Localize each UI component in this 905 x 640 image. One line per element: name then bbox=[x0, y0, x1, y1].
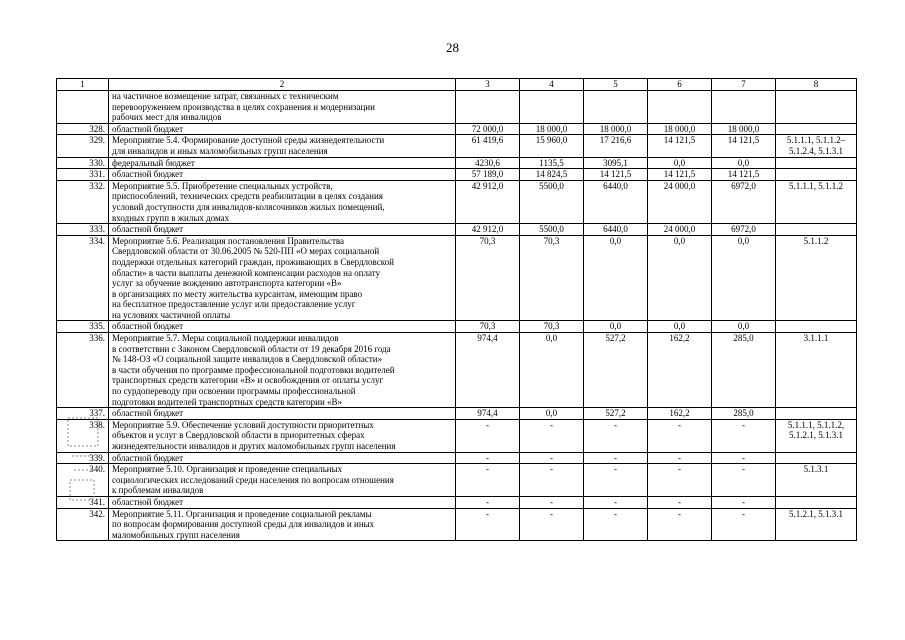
value-cell-col7: 18 000,0 bbox=[712, 123, 776, 135]
row-description-cell: на частичное возмещение затрат, связанных с техническим перевооружением производства в целях сохранения и модернизации рабочих мест для инвалидов bbox=[109, 91, 456, 124]
value-cell-col4: 70,3 bbox=[520, 321, 584, 333]
row-description-cell: Мероприятие 5.7. Меры социальной поддержки инвалидов в соответствии с Законом Свердловской области от 19 декабря 2016 года № 148-ОЗ «О социальной защите инвалидов в Свердловской области» в части обучения по программе профессиональной подготовки водителей транспортных средств категории «В» и освобождения от оплаты услуг по сурдопереводу при освоении программы профессиональной подготовки водителей транспортных средств категории «В» bbox=[109, 333, 456, 408]
target-indicator-cell: 5.1.1.1, 5.1.1.2, 5.1.2.1, 5.1.3.1 bbox=[776, 419, 857, 452]
table-row bbox=[57, 333, 857, 408]
row-description-cell: областной бюджет bbox=[109, 224, 456, 236]
table-row bbox=[57, 180, 857, 223]
value-cell-col7: - bbox=[712, 419, 776, 452]
value-cell-col5: - bbox=[584, 508, 648, 541]
value-cell-col6: - bbox=[648, 464, 712, 497]
value-cell-col3: 70,3 bbox=[456, 235, 520, 321]
value-cell-col4: 5500,0 bbox=[520, 180, 584, 223]
table-row bbox=[57, 408, 857, 420]
row-number-cell: 333. bbox=[57, 224, 109, 236]
value-cell-col6: - bbox=[648, 508, 712, 541]
value-cell-col4: 0,0 bbox=[520, 408, 584, 420]
value-cell-col3: 72 000,0 bbox=[456, 123, 520, 135]
value-cell-col6 bbox=[648, 91, 712, 124]
table-row bbox=[57, 123, 857, 135]
value-cell-col7: - bbox=[712, 496, 776, 508]
target-indicator-cell bbox=[776, 408, 857, 420]
row-number-cell: 329. bbox=[57, 135, 109, 157]
value-cell-col3: - bbox=[456, 496, 520, 508]
budget-table bbox=[56, 78, 857, 541]
value-cell-col5: 527,2 bbox=[584, 333, 648, 408]
value-cell-col4: 0,0 bbox=[520, 333, 584, 408]
table-row bbox=[57, 419, 857, 452]
value-cell-col3: 974,4 bbox=[456, 333, 520, 408]
row-number-cell: 336. bbox=[57, 333, 109, 408]
row-number-cell: 335. bbox=[57, 321, 109, 333]
value-cell-col5: 0,0 bbox=[584, 235, 648, 321]
value-cell-col5: - bbox=[584, 464, 648, 497]
table-row bbox=[57, 464, 857, 497]
row-number-cell: 331. bbox=[57, 169, 109, 181]
value-cell-col6: 162,2 bbox=[648, 408, 712, 420]
row-description-cell: Мероприятие 5.11. Организация и проведение социальной рекламы по вопросам формирования доступной среды для инвалидов и иных маломобильных групп населения bbox=[109, 508, 456, 541]
row-number-cell: 332. bbox=[57, 180, 109, 223]
table-row bbox=[57, 157, 857, 169]
value-cell-col3: 70,3 bbox=[456, 321, 520, 333]
table-row bbox=[57, 135, 857, 157]
value-cell-col7: 0,0 bbox=[712, 321, 776, 333]
value-cell-col3 bbox=[456, 91, 520, 124]
row-number-cell: 340. bbox=[57, 464, 109, 497]
header-cell: 7 bbox=[712, 79, 776, 91]
value-cell-col7: 285,0 bbox=[712, 408, 776, 420]
value-cell-col5: 3095,1 bbox=[584, 157, 648, 169]
value-cell-col7: 6972,0 bbox=[712, 224, 776, 236]
value-cell-col7: 6972,0 bbox=[712, 180, 776, 223]
table-row bbox=[57, 496, 857, 508]
value-cell-col7: 14 121,5 bbox=[712, 169, 776, 181]
value-cell-col4: 18 000,0 bbox=[520, 123, 584, 135]
row-number-cell: 328. bbox=[57, 123, 109, 135]
value-cell-col4: 70,3 bbox=[520, 235, 584, 321]
value-cell-col5 bbox=[584, 91, 648, 124]
value-cell-col5: 14 121,5 bbox=[584, 169, 648, 181]
value-cell-col4: - bbox=[520, 508, 584, 541]
target-indicator-cell: 5.1.1.2 bbox=[776, 235, 857, 321]
value-cell-col6: - bbox=[648, 496, 712, 508]
value-cell-col7: - bbox=[712, 452, 776, 464]
value-cell-col5: - bbox=[584, 452, 648, 464]
value-cell-col3: 57 189,0 bbox=[456, 169, 520, 181]
header-cell: 1 bbox=[57, 79, 109, 91]
table-row bbox=[57, 508, 857, 541]
row-description-cell: областной бюджет bbox=[109, 452, 456, 464]
value-cell-col4: - bbox=[520, 464, 584, 497]
header-cell: 8 bbox=[776, 79, 857, 91]
row-description-cell: областной бюджет bbox=[109, 123, 456, 135]
target-indicator-cell: 3.1.1.1 bbox=[776, 333, 857, 408]
table-row bbox=[57, 235, 857, 321]
value-cell-col4 bbox=[520, 91, 584, 124]
value-cell-col4: 5500,0 bbox=[520, 224, 584, 236]
value-cell-col3: 974,4 bbox=[456, 408, 520, 420]
value-cell-col6: 18 000,0 bbox=[648, 123, 712, 135]
value-cell-col4: 14 824,5 bbox=[520, 169, 584, 181]
row-description-cell: Мероприятие 5.5. Приобретение специальных устройств, приспособлений, технических средств реабилитации в целях создания условий доступности для инвалидов-колясочников жилых помещений, входных групп в жилых домах bbox=[109, 180, 456, 223]
value-cell-col7: - bbox=[712, 508, 776, 541]
value-cell-col3: 61 419,6 bbox=[456, 135, 520, 157]
value-cell-col6: 162,2 bbox=[648, 333, 712, 408]
table-row bbox=[57, 169, 857, 181]
value-cell-col4: 1135,5 bbox=[520, 157, 584, 169]
value-cell-col6: - bbox=[648, 419, 712, 452]
value-cell-col7: 14 121,5 bbox=[712, 135, 776, 157]
header-cell: 6 bbox=[648, 79, 712, 91]
table-row bbox=[57, 452, 857, 464]
row-number-cell: 334. bbox=[57, 235, 109, 321]
value-cell-col5: 527,2 bbox=[584, 408, 648, 420]
header-cell: 2 bbox=[109, 79, 456, 91]
value-cell-col3: 42 912,0 bbox=[456, 224, 520, 236]
target-indicator-cell: 5.1.2.1, 5.1.3.1 bbox=[776, 508, 857, 541]
value-cell-col5: - bbox=[584, 496, 648, 508]
header-cell: 5 bbox=[584, 79, 648, 91]
value-cell-col5: 0,0 bbox=[584, 321, 648, 333]
row-description-cell: областной бюджет bbox=[109, 169, 456, 181]
value-cell-col3: - bbox=[456, 508, 520, 541]
target-indicator-cell: 5.1.1.1, 5.1.1.2 bbox=[776, 180, 857, 223]
row-description-cell: областной бюджет bbox=[109, 496, 456, 508]
value-cell-col3: - bbox=[456, 452, 520, 464]
row-number-cell: 341. bbox=[57, 496, 109, 508]
value-cell-col5: 6440,0 bbox=[584, 224, 648, 236]
value-cell-col6: 14 121,5 bbox=[648, 135, 712, 157]
value-cell-col5: 17 216,6 bbox=[584, 135, 648, 157]
header-row bbox=[57, 79, 857, 91]
target-indicator-cell bbox=[776, 169, 857, 181]
row-number-cell: 330. bbox=[57, 157, 109, 169]
value-cell-col4: 15 960,0 bbox=[520, 135, 584, 157]
page-number: 28 bbox=[446, 40, 459, 55]
table-row bbox=[57, 224, 857, 236]
row-description-cell: Мероприятие 5.6. Реализация постановления Правительства Свердловской области от 30.06.2005 № 520-ПП «О мерах социальной поддержки отдельных категорий граждан, проживающих в Свердловской области» в части выплаты денежной компенсации расходов на оплату услуг за обучение вождению автотранспорта категории «В» в организациях по месту жительства курсантам, имеющим право на бесплатное предоставление услуг или предоставление услуг на условиях частичной оплаты bbox=[109, 235, 456, 321]
value-cell-col5: 6440,0 bbox=[584, 180, 648, 223]
value-cell-col6: 0,0 bbox=[648, 157, 712, 169]
row-description-cell: Мероприятие 5.10. Организация и проведение специальных социологических исследований среди населения по вопросам отношения к проблемам инвалидов bbox=[109, 464, 456, 497]
table-row bbox=[57, 321, 857, 333]
table-row bbox=[57, 91, 857, 124]
row-number-cell bbox=[57, 91, 109, 124]
row-number-cell: 337. bbox=[57, 408, 109, 420]
header-cell: 4 bbox=[520, 79, 584, 91]
value-cell-col3: - bbox=[456, 464, 520, 497]
value-cell-col4: - bbox=[520, 419, 584, 452]
target-indicator-cell bbox=[776, 224, 857, 236]
row-description-cell: Мероприятие 5.9. Обеспечение условий доступности приоритетных объектов и услуг в Свердловской области в приоритетных сферах жизнедеятельности инвалидов и других маломобильных групп населения bbox=[109, 419, 456, 452]
row-number-cell: 339. bbox=[57, 452, 109, 464]
target-indicator-cell bbox=[776, 321, 857, 333]
value-cell-col6: 0,0 bbox=[648, 235, 712, 321]
value-cell-col6: 0,0 bbox=[648, 321, 712, 333]
value-cell-col5: 18 000,0 bbox=[584, 123, 648, 135]
value-cell-col3: 42 912,0 bbox=[456, 180, 520, 223]
row-description-cell: областной бюджет bbox=[109, 321, 456, 333]
value-cell-col7: 0,0 bbox=[712, 235, 776, 321]
row-description-cell: федеральный бюджет bbox=[109, 157, 456, 169]
value-cell-col6: - bbox=[648, 452, 712, 464]
target-indicator-cell bbox=[776, 496, 857, 508]
value-cell-col3: - bbox=[456, 419, 520, 452]
value-cell-col4: - bbox=[520, 496, 584, 508]
value-cell-col7: 285,0 bbox=[712, 333, 776, 408]
target-indicator-cell bbox=[776, 123, 857, 135]
value-cell-col6: 24 000,0 bbox=[648, 224, 712, 236]
value-cell-col7 bbox=[712, 91, 776, 124]
value-cell-col5: - bbox=[584, 419, 648, 452]
value-cell-col6: 24 000,0 bbox=[648, 180, 712, 223]
value-cell-col6: 14 121,5 bbox=[648, 169, 712, 181]
value-cell-col7: - bbox=[712, 464, 776, 497]
row-number-cell: 338. bbox=[57, 419, 109, 452]
value-cell-col4: - bbox=[520, 452, 584, 464]
row-description-cell: Мероприятие 5.4. Формирование доступной среды жизнедеятельности для инвалидов и иных маломобильных групп населения bbox=[109, 135, 456, 157]
target-indicator-cell bbox=[776, 91, 857, 124]
value-cell-col3: 4230,6 bbox=[456, 157, 520, 169]
row-description-cell: областной бюджет bbox=[109, 408, 456, 420]
target-indicator-cell: 5.1.1.1, 5.1.1.2– 5.1.2.4, 5.1.3.1 bbox=[776, 135, 857, 157]
value-cell-col7: 0,0 bbox=[712, 157, 776, 169]
target-indicator-cell bbox=[776, 157, 857, 169]
header-cell: 3 bbox=[456, 79, 520, 91]
stamp-mark bbox=[64, 408, 104, 508]
row-number-cell: 342. bbox=[57, 508, 109, 541]
target-indicator-cell bbox=[776, 452, 857, 464]
target-indicator-cell: 5.1.3.1 bbox=[776, 464, 857, 497]
